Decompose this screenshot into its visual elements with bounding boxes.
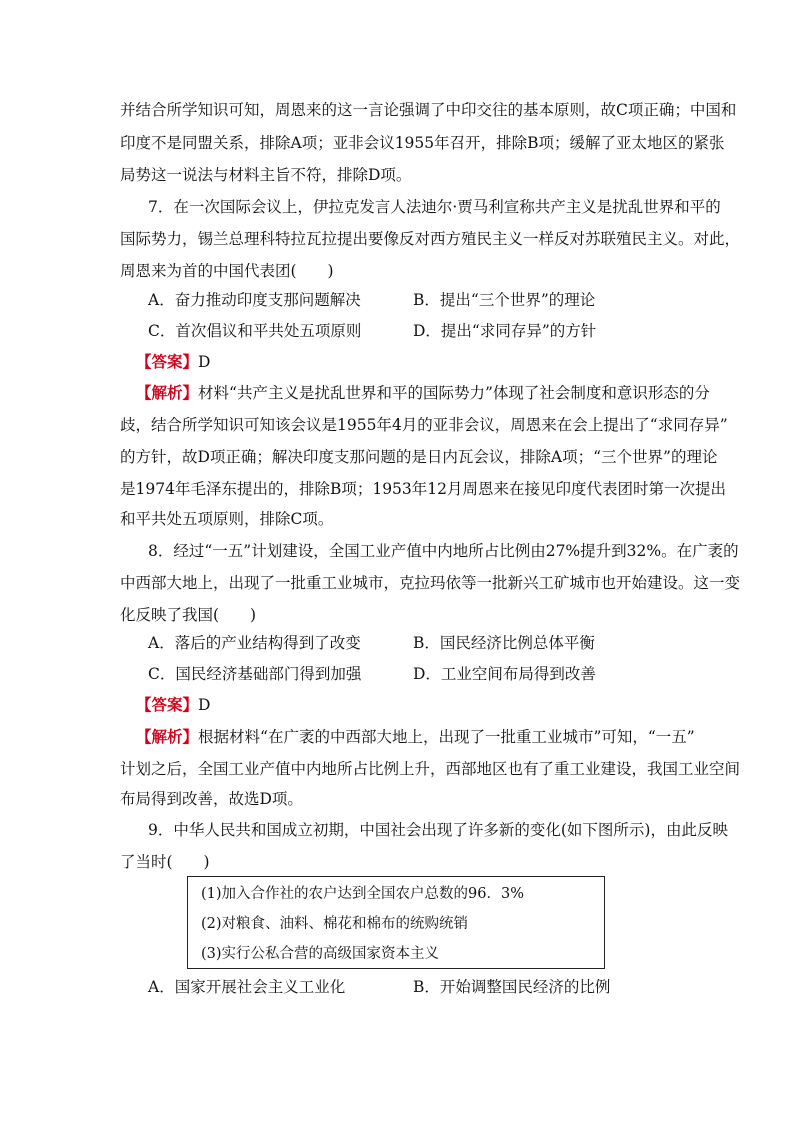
material-item: (3)实行公私合营的高级国家资本主义	[201, 946, 440, 962]
material-item: (2)对粮食、油料、棉花和棉布的统购统销	[201, 916, 469, 932]
question-9-stem: 了当时( )	[120, 853, 210, 871]
intro-line: 并结合所学知识可知，周恩来的这一言论强调了中印交往的基本原则，故C项正确；中国和	[120, 101, 737, 119]
question-8-option-a: A．落后的产业结构得到了改变	[148, 634, 361, 652]
answer-value: D	[198, 353, 211, 371]
question-9-option-a: A．国家开展社会主义工业化	[148, 978, 346, 996]
analysis-line: 和平共处五项原则，排除C项。	[120, 510, 334, 528]
material-item: (1)加入合作社的农户达到全国农户总数的96．3%	[201, 886, 524, 902]
question-8-stem: 8．经过“一五”计划建设，全国工业产值中内地所占比例由27%提升到32%。在广袤的	[148, 542, 739, 560]
question-9-option-b: B．开始调整国民经济的比例	[413, 978, 611, 996]
question-8-option-b: B．国民经济比例总体平衡	[413, 634, 595, 652]
question-7-option-b: B．提出“三个世界”的理论	[413, 291, 596, 309]
intro-line: 局势这一说法与材料主旨不符，排除D项。	[120, 166, 412, 184]
question-9-stem: 9．中华人民共和国成立初期，中国社会出现了许多新的变化(如下图所示)，由此反映	[148, 821, 728, 839]
analysis-tag: 【解析】	[136, 727, 199, 746]
question-8-option-d: D．工业空间布局得到改善	[413, 665, 596, 683]
analysis-line: 歧，结合所学知识可知该会议是1955年4月的亚非会议，周恩来在会上提出了“求同存异”	[120, 416, 728, 434]
analysis-tag: 【解析】	[136, 383, 199, 402]
question-7-stem: 周恩来为首的中国代表团( )	[120, 262, 334, 280]
question-7-stem: 7．在一次国际会议上，伊拉克发言人法迪尔·贾马利宣称共产主义是扰乱世界和平的	[148, 198, 721, 216]
question-8-answer	[136, 695, 210, 715]
analysis-line: 的方针，故D项正确；解决印度支那问题的是日内瓦会议，排除A项；“三个世界”的理论	[120, 448, 718, 466]
analysis-line: 是1974年毛泽东提出的，排除B项；1953年12月周恩来在接见印度代表团时第一次提出	[120, 480, 727, 498]
answer-tag: 【答案】	[136, 352, 199, 371]
answer-tag: 【答案】	[136, 695, 199, 714]
question-8-stem: 中西部大地上，出现了一批重工业城市，克拉玛依等一批新兴工矿城市也开始建设。这一变	[120, 574, 741, 592]
question-8-analysis	[136, 727, 695, 747]
question-8-option-c: C．国民经济基础部门得到加强	[148, 665, 362, 683]
question-7-stem: 国际势力，锡兰总理科特拉瓦拉提出要像反对西方殖民主义一样反对苏联殖民主义。对此，	[120, 230, 741, 248]
question-9-material-box	[187, 876, 605, 969]
question-7-option-c: C．首次倡议和平共处五项原则	[148, 322, 362, 340]
intro-line: 印度不是同盟关系，排除A项；亚非会议1955年召开，排除B项；缓解了亚太地区的紧张	[120, 134, 725, 152]
analysis-line: 根据材料“在广袤的中西部大地上，出现了一批重工业城市”可知，“一五”	[198, 728, 695, 746]
analysis-line: 布局得到改善，故选D项。	[120, 790, 303, 808]
question-7-option-d: D．提出“求同存异”的方针	[413, 322, 597, 340]
question-8-stem: 化反映了我国( )	[120, 606, 257, 624]
analysis-line: 计划之后，全国工业产值中内地所占比例上升，西部地区也有了重工业建设，我国工业空间	[120, 760, 741, 778]
question-7-answer	[136, 352, 210, 372]
question-7-analysis	[136, 383, 710, 403]
question-7-option-a: A．奋力推动印度支那问题解决	[148, 291, 361, 309]
answer-value: D	[198, 696, 211, 714]
analysis-line: 材料“共产主义是扰乱世界和平的国际势力”体现了社会制度和意识形态的分	[198, 384, 710, 402]
